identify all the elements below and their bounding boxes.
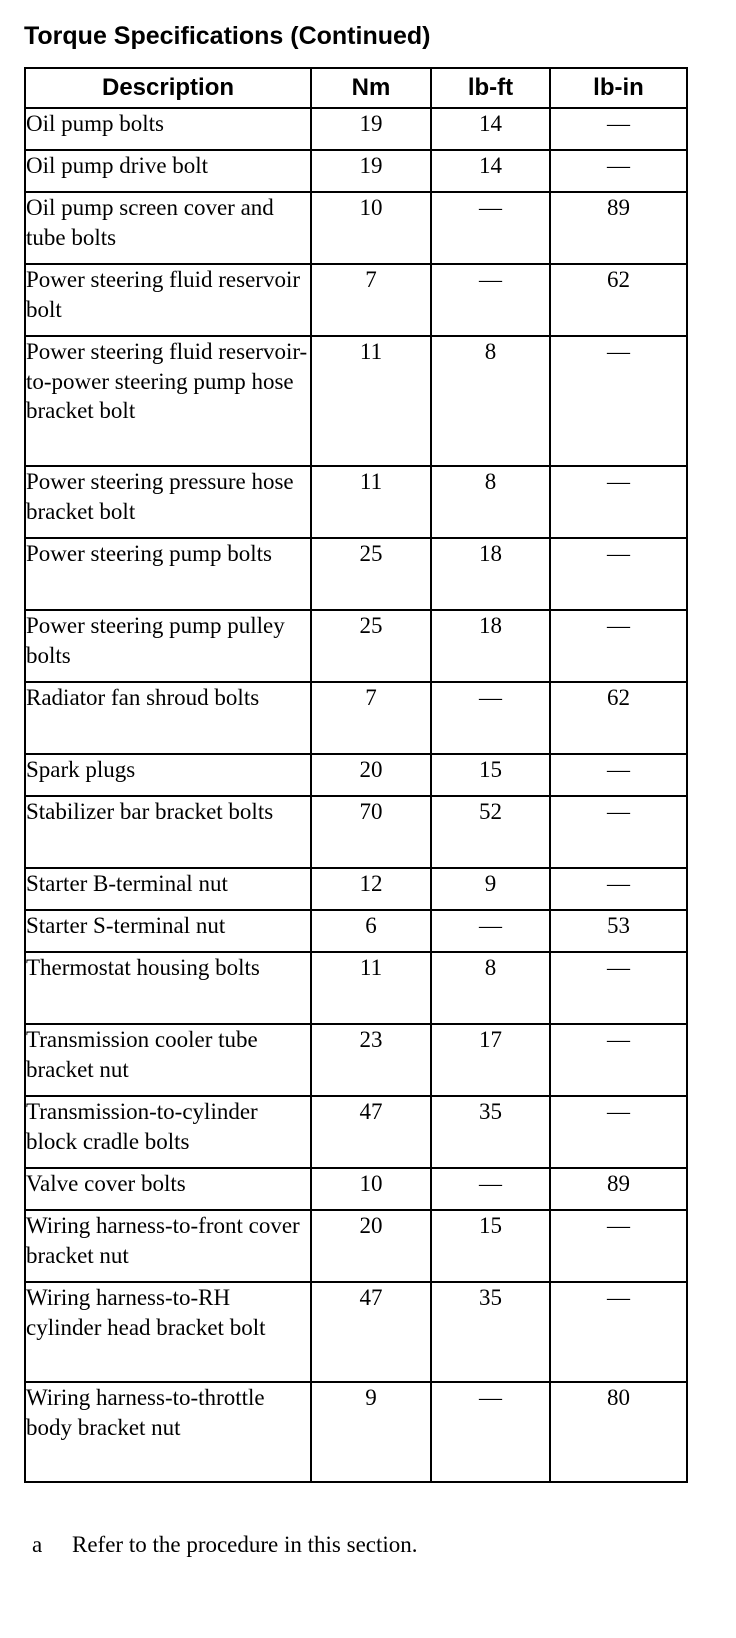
- row-lb-in: —: [550, 1210, 687, 1282]
- row-lb-ft: —: [431, 192, 550, 264]
- table-row: [25, 108, 687, 150]
- row-nm: 20: [311, 754, 431, 796]
- row-lb-in: 62: [550, 264, 687, 336]
- row-nm: 11: [311, 466, 431, 538]
- table-header-row: [25, 68, 687, 108]
- row-lb-ft: 18: [431, 538, 550, 610]
- table-row: [25, 682, 687, 754]
- row-lb-ft: 35: [431, 1096, 550, 1168]
- row-lb-ft: 9: [431, 868, 550, 910]
- table-row: [25, 796, 687, 868]
- row-lb-in: 89: [550, 192, 687, 264]
- row-lb-in: 80: [550, 1382, 687, 1482]
- header-lb-in: lb-in: [550, 68, 687, 108]
- table-row: [25, 1210, 687, 1282]
- row-description: Power steering pressure hose bracket bolt: [25, 466, 311, 538]
- row-lb-ft: —: [431, 1168, 550, 1210]
- table-row: [25, 1168, 687, 1210]
- row-lb-ft: 17: [431, 1024, 550, 1096]
- row-description: Transmission cooler tube bracket nut: [25, 1024, 311, 1096]
- row-nm: 19: [311, 150, 431, 192]
- row-description: Power steering pump pulley bolts: [25, 610, 311, 682]
- header-lb-ft: lb-ft: [431, 68, 550, 108]
- row-lb-in: —: [550, 1024, 687, 1096]
- row-lb-in: 89: [550, 1168, 687, 1210]
- row-description: Wiring harness-to-front cover bracket nut: [25, 1210, 311, 1282]
- row-lb-in: —: [550, 538, 687, 610]
- row-description: Stabilizer bar bracket bolts: [25, 796, 311, 868]
- row-lb-ft: 14: [431, 150, 550, 192]
- row-lb-ft: 15: [431, 1210, 550, 1282]
- row-nm: 7: [311, 682, 431, 754]
- row-lb-ft: —: [431, 1382, 550, 1482]
- row-lb-in: —: [550, 952, 687, 1024]
- row-description: Power steering fluid reservoir bolt: [25, 264, 311, 336]
- table-row: [25, 910, 687, 952]
- table-row: [25, 150, 687, 192]
- row-lb-ft: —: [431, 910, 550, 952]
- row-nm: 23: [311, 1024, 431, 1096]
- table-row: [25, 192, 687, 264]
- table-row: [25, 754, 687, 796]
- row-description: Power steering fluid reservoir-to-power steering pump hose bracket bolt: [25, 336, 311, 466]
- page-title: Torque Specifications (Continued): [24, 22, 431, 50]
- row-lb-ft: 35: [431, 1282, 550, 1382]
- row-description: Wiring harness-to-throttle body bracket nut: [25, 1382, 311, 1482]
- row-lb-in: —: [550, 336, 687, 466]
- table-row: [25, 538, 687, 610]
- row-lb-ft: —: [431, 682, 550, 754]
- row-lb-ft: 8: [431, 466, 550, 538]
- footnote: [32, 1530, 418, 1560]
- row-lb-in: —: [550, 108, 687, 150]
- row-lb-in: 53: [550, 910, 687, 952]
- row-nm: 10: [311, 1168, 431, 1210]
- row-description: Oil pump drive bolt: [25, 150, 311, 192]
- row-description: Oil pump bolts: [25, 108, 311, 150]
- row-description: Starter S-terminal nut: [25, 910, 311, 952]
- row-description: Transmission-to-cylinder block cradle bolts: [25, 1096, 311, 1168]
- row-lb-ft: 8: [431, 952, 550, 1024]
- table-row: [25, 1382, 687, 1482]
- row-nm: 20: [311, 1210, 431, 1282]
- row-lb-ft: 14: [431, 108, 550, 150]
- row-lb-in: —: [550, 796, 687, 868]
- header-description: Description: [25, 68, 311, 108]
- row-description: Valve cover bolts: [25, 1168, 311, 1210]
- row-nm: 7: [311, 264, 431, 336]
- row-nm: 11: [311, 336, 431, 466]
- row-description: Radiator fan shroud bolts: [25, 682, 311, 754]
- row-description: Thermostat housing bolts: [25, 952, 311, 1024]
- table-row: [25, 1096, 687, 1168]
- row-nm: 6: [311, 910, 431, 952]
- row-lb-in: —: [550, 868, 687, 910]
- table-row: [25, 952, 687, 1024]
- row-nm: 10: [311, 192, 431, 264]
- row-description: Spark plugs: [25, 754, 311, 796]
- row-nm: 19: [311, 108, 431, 150]
- row-lb-ft: 18: [431, 610, 550, 682]
- row-lb-in: —: [550, 466, 687, 538]
- torque-specifications-table: [24, 67, 688, 1483]
- row-nm: 47: [311, 1282, 431, 1382]
- row-description: Wiring harness-to-RH cylinder head bracket bolt: [25, 1282, 311, 1382]
- row-nm: 25: [311, 538, 431, 610]
- row-nm: 11: [311, 952, 431, 1024]
- header-nm: Nm: [311, 68, 431, 108]
- table-row: [25, 466, 687, 538]
- row-lb-in: —: [550, 1282, 687, 1382]
- row-nm: 70: [311, 796, 431, 868]
- table-row: [25, 1282, 687, 1382]
- row-lb-in: —: [550, 610, 687, 682]
- footnote-letter: a: [32, 1532, 43, 1557]
- row-lb-in: —: [550, 1096, 687, 1168]
- row-nm: 47: [311, 1096, 431, 1168]
- row-description: Oil pump screen cover and tube bolts: [25, 192, 311, 264]
- footnote-text: Refer to the procedure in this section.: [72, 1532, 418, 1557]
- row-lb-in: —: [550, 754, 687, 796]
- row-lb-in: —: [550, 150, 687, 192]
- row-lb-ft: 52: [431, 796, 550, 868]
- table-row: [25, 868, 687, 910]
- row-nm: 9: [311, 1382, 431, 1482]
- row-lb-ft: —: [431, 264, 550, 336]
- row-description: Starter B-terminal nut: [25, 868, 311, 910]
- table-row: [25, 264, 687, 336]
- row-description: Power steering pump bolts: [25, 538, 311, 610]
- table-row: [25, 1024, 687, 1096]
- table-row: [25, 610, 687, 682]
- table-row: [25, 336, 687, 466]
- row-lb-ft: 8: [431, 336, 550, 466]
- row-nm: 25: [311, 610, 431, 682]
- row-lb-ft: 15: [431, 754, 550, 796]
- row-nm: 12: [311, 868, 431, 910]
- row-lb-in: 62: [550, 682, 687, 754]
